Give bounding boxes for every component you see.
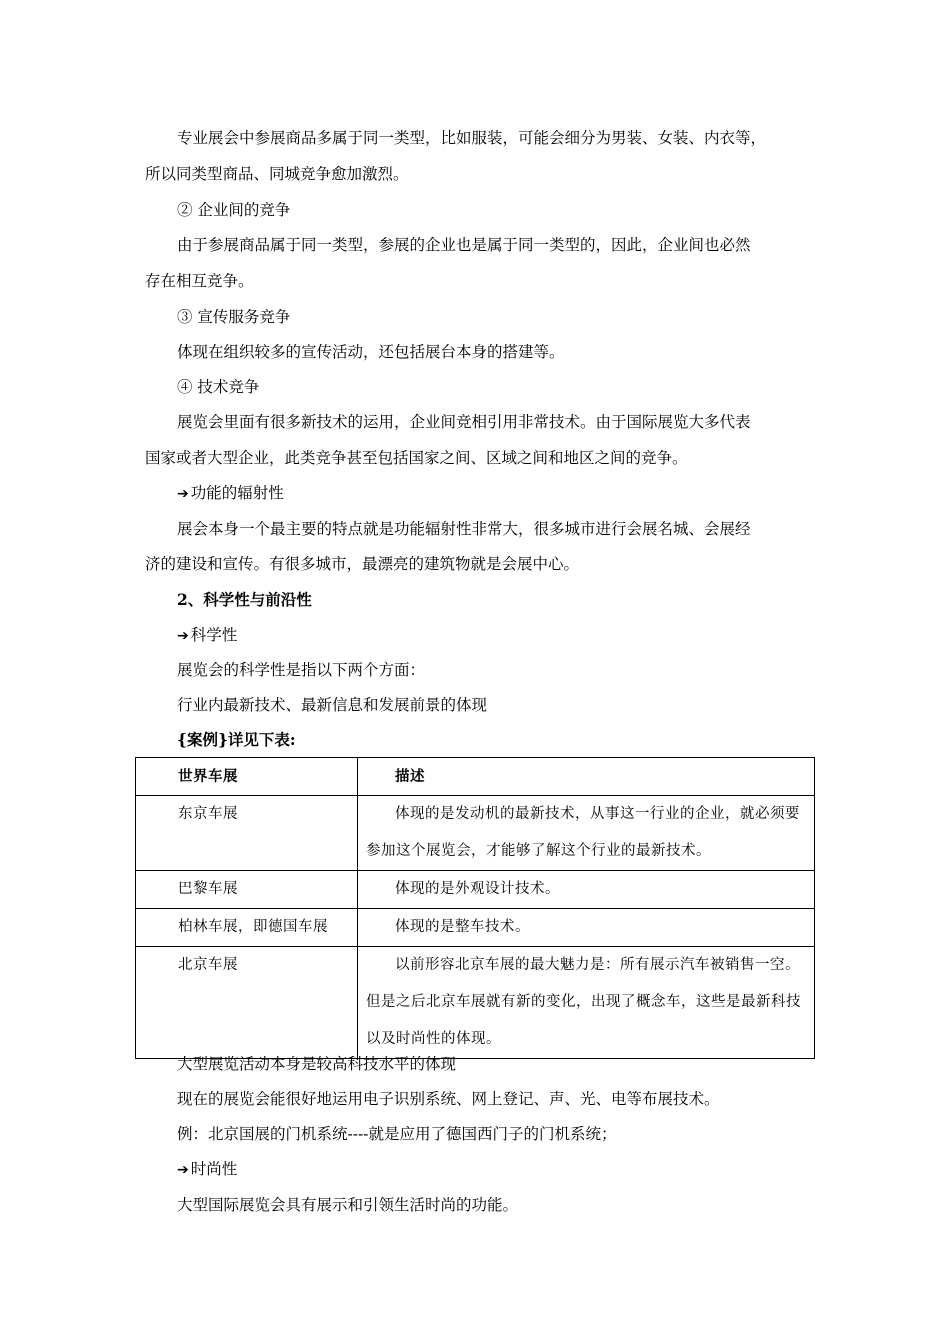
paragraph-line: 展会本身一个最主要的特点就是功能辐射性非常大，很多城市进行会展名城、会展经 bbox=[177, 520, 751, 538]
paragraph-line: 展览会里面有很多新技术的运用，企业间竞相引用非常技术。由于国际展览大多代表 bbox=[177, 413, 751, 431]
paragraph-line: 展览会的科学性是指以下两个方面： bbox=[177, 661, 426, 679]
table-cell-desc: 体现的是发动机的最新技术，从事这一行业的企业，就必须要参加这个展览会，才能够了解这个行业的最新技术。 bbox=[358, 796, 815, 871]
table-row bbox=[136, 947, 815, 1059]
table-row bbox=[136, 909, 815, 947]
table-cell-show: 东京车展 bbox=[136, 796, 358, 871]
table-header-row bbox=[136, 758, 815, 796]
arrow-icon: ➔ bbox=[177, 486, 189, 502]
bullet-fashion: ➔ 时尚性 bbox=[177, 1160, 238, 1178]
paragraph-line: 大型国际展览会具有展示和引领生活时尚的功能。 bbox=[177, 1196, 519, 1214]
subheading-technology-competition: ④ 技术竞争 bbox=[177, 378, 260, 396]
table-cell-desc: 体现的是外观设计技术。 bbox=[358, 871, 815, 909]
subheading-enterprise-competition: ② 企业间的竞争 bbox=[177, 201, 291, 219]
paragraph-line: 国家或者大型企业，此类竞争甚至包括国家之间、区域之间和地区之间的竞争。 bbox=[145, 449, 688, 467]
subheading-promotion-competition: ③ 宣传服务竞争 bbox=[177, 308, 291, 326]
bullet-radiation: ➔ 功能的辐射性 bbox=[177, 484, 284, 502]
paragraph-line: 专业展会中参展商品多属于同一类型，比如服装，可能会细分为男装、女装、内衣等， bbox=[177, 129, 767, 147]
section-heading: 2、科学性与前沿性 bbox=[177, 590, 312, 609]
paragraph-line: 现在的展览会能很好地运用电子识别系统、网上登记、声、光、电等布展技术。 bbox=[177, 1090, 720, 1108]
paragraph-line: 大型展览活动本身是较高科技水平的体现 bbox=[177, 1055, 457, 1073]
paragraph-line: 体现在组织较多的宣传活动，还包括展台本身的搭建等。 bbox=[177, 343, 565, 361]
table-cell-show: 巴黎车展 bbox=[136, 871, 358, 909]
auto-show-table bbox=[135, 757, 815, 1059]
paragraph-line: 济的建设和宣传。有很多城市，最漂亮的建筑物就是会展中心。 bbox=[145, 555, 580, 573]
table-cell-desc: 体现的是整车技术。 bbox=[358, 909, 815, 947]
paragraph-line: 例：北京国展的门机系统----就是应用了德国西门子的门机系统； bbox=[177, 1125, 617, 1143]
table-header-cell: 描述 bbox=[358, 758, 815, 796]
arrow-icon: ➔ bbox=[177, 628, 189, 644]
case-label: {案例}详见下表: bbox=[177, 730, 296, 749]
table-header-cell: 世界车展 bbox=[136, 758, 358, 796]
table-row bbox=[136, 871, 815, 909]
paragraph-line: 行业内最新技术、最新信息和发展前景的体现 bbox=[177, 696, 488, 714]
paragraph-line: 存在相互竞争。 bbox=[145, 272, 254, 290]
arrow-icon: ➔ bbox=[177, 1162, 189, 1178]
table-cell-desc: 以前形容北京车展的最大魅力是：所有展示汽车被销售一空。但是之后北京车展就有新的变化，出现了概念车，这些是最新科技以及时尚性的体现。 bbox=[358, 947, 815, 1059]
table-cell-show: 北京车展 bbox=[136, 947, 358, 1059]
bullet-science: ➔ 科学性 bbox=[177, 626, 238, 644]
table-row bbox=[136, 796, 815, 871]
paragraph-line: 所以同类型商品、同城竞争愈加激烈。 bbox=[145, 165, 409, 183]
paragraph-line: 由于参展商品属于同一类型，参展的企业也是属于同一类型的，因此，企业间也必然 bbox=[177, 236, 751, 254]
table-cell-show: 柏林车展，即德国车展 bbox=[136, 909, 358, 947]
